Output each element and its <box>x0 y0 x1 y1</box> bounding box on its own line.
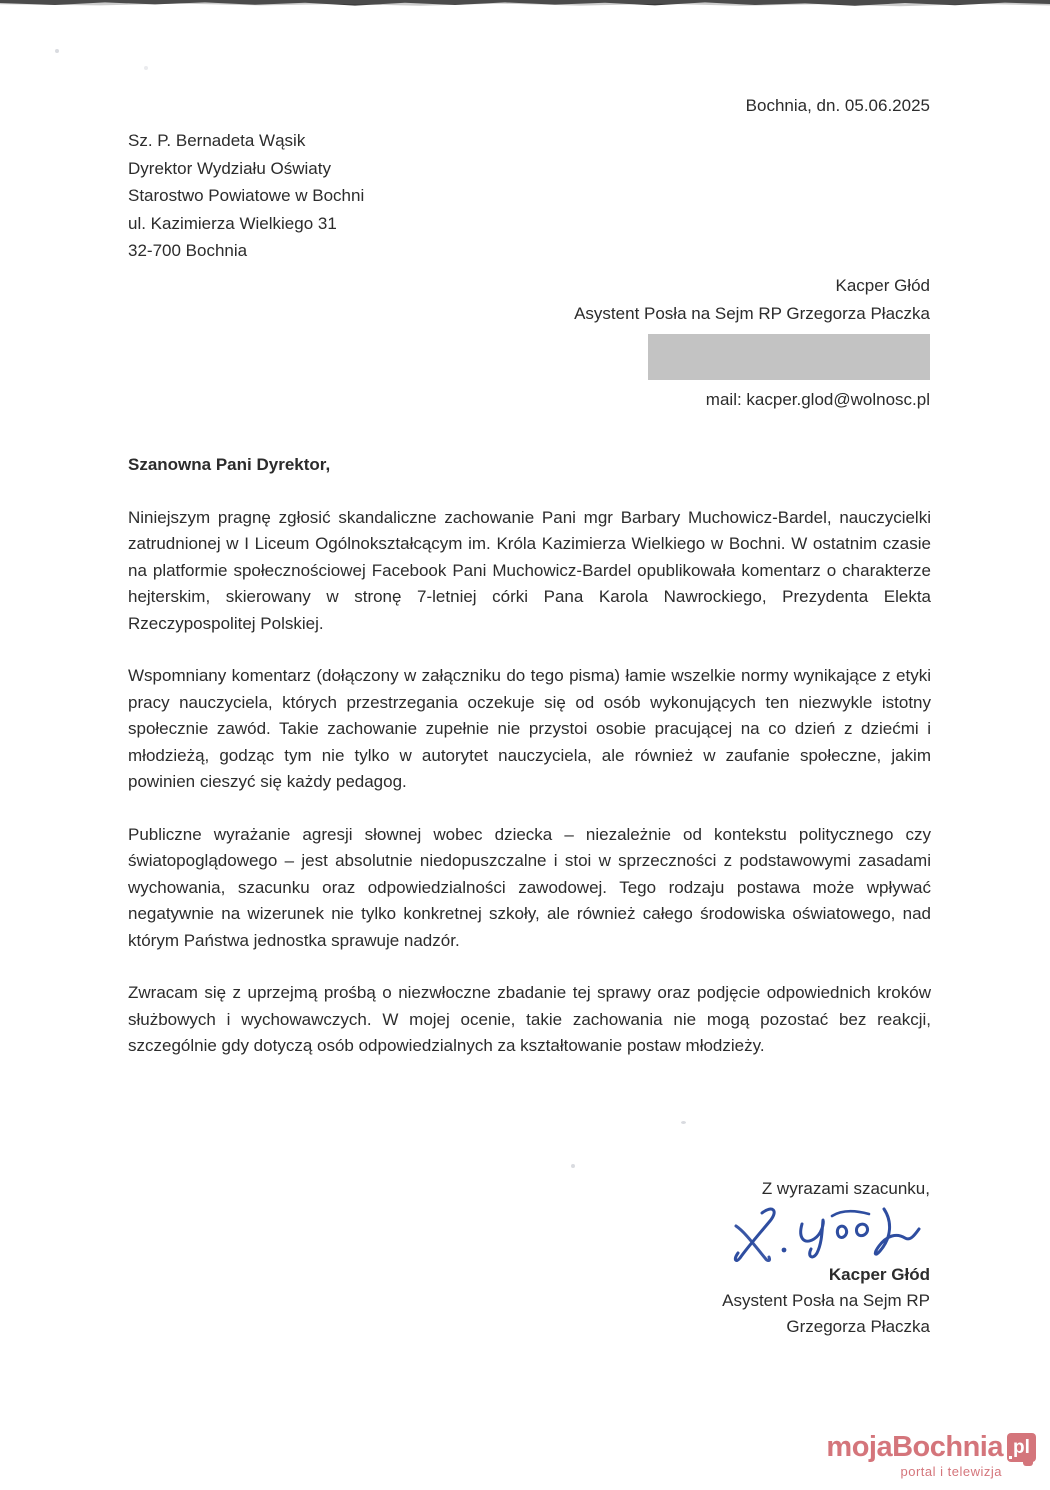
letter-date: Bochnia, dn. 05.06.2025 <box>745 96 930 115</box>
recipient-line: Starostwo Powiatowe w Bochni <box>128 186 365 205</box>
sender-block <box>574 272 930 414</box>
watermark-tld-text: pl <box>1013 1437 1030 1458</box>
closing-phrase: Z wyrazami szacunku, <box>761 1179 930 1198</box>
scan-speck <box>144 66 148 70</box>
recipient-line: 32-700 Bochnia <box>128 241 248 260</box>
handwritten-signature <box>724 1204 940 1266</box>
recipient-line: ul. Kazimierza Wielkiego 31 <box>128 213 337 233</box>
watermark-tagline: portal i telewizja <box>900 1464 1002 1479</box>
signatory-title-line: Grzegorza Płaczka <box>786 1317 930 1336</box>
signatory-title-line: Asystent Posła na Sejm RP <box>722 1291 930 1310</box>
body-paragraph: Niniejszym pragnę zgłosić skandaliczne zachowanie Pani mgr Barbary Muchowicz-Bardel, nauczycielki zatrudnionej w I Liceum Ogólnokształcącym im. Króla Kazimierza Wielkiego w Bochni. W ostatnim czasie na platformie społecznościowej Facebook Pani Muchowicz-Bardel opublikowała komentarz o charakterze hejterskim, skierowany w stronę 7-letniej córki Pana Karola Nawrockiego, Prezydenta Elekta Rzeczypospolitej Polskiej. <box>128 507 931 633</box>
salutation: Szanowna Pani Dyrektor, <box>128 455 331 474</box>
body-paragraph: Zwracam się z uprzejmą prośbą o niezwłoczne zbadanie tej sprawy oraz podjęcie odpowiednich kroków służbowych i wychowawczych. W mojej ocenie, takie zachowania nie mogą pozostać bez reakcji, szczególnie gdy dotyczą osób odpowiedzialnych za kształtowanie postaw młodzieży. <box>128 983 931 1055</box>
closing-block <box>722 1176 930 1340</box>
sender-email: mail: kacper.glod@wolnosc.pl <box>705 390 930 409</box>
body-paragraph: Publiczne wyrażanie agresji słownej wobec dziecka – niezależnie od kontekstu politycznego czy światopoglądowego – jest absolutnie niedopuszczalne i stoi w sprzeczności z podstawowymi zasadami wychowania, szacunku oraz odpowiedzialności zawodowej. Tego rodzaju postawa może wpływać negatywnie na wizerunek nie tylko konkretnej szkoły, ale również całego środowiska oświatowego, nad którym Państwa jednostka sprawuje nadzór. <box>128 824 931 950</box>
letter-body <box>128 452 931 1086</box>
sender-name: Kacper Głód <box>835 276 930 295</box>
signatory-name: Kacper Głód <box>828 1265 930 1284</box>
body-paragraph: Wspomniany komentarz (dołączony w załączniku do tego pisma) łamie wszelkie normy wynikające z etyki pracy nauczyciela, których przestrzegania oczekuje się od osób wykonujących ten niezwykle istotny społecznie zawód. Takie zachowanie zupełnie nie przystoi osobie pracującej na co dzień z dziećmi i młodzieżą, godząc tym nie tylko w autorytet nauczyciela, ale również w zaufanie społeczne, jakim powinien cieszyć się każdy pedagog. <box>128 666 931 791</box>
scan-speck <box>681 1121 686 1124</box>
watermark-logo <box>826 1433 1036 1478</box>
scan-speck <box>55 49 59 53</box>
watermark-brand-text: mojaBochnia <box>826 1431 1003 1463</box>
sender-title: Asystent Posła na Sejm RP Grzegorza Płaczka <box>574 304 930 323</box>
recipient-address-block <box>128 127 364 265</box>
redaction-box <box>648 334 930 380</box>
recipient-line: Dyrektor Wydziału Oświaty <box>128 158 331 178</box>
watermark-row <box>826 1433 1036 1462</box>
scan-speck <box>571 1164 575 1168</box>
watermark-pl-block <box>1007 1433 1036 1462</box>
recipient-line: Sz. P. Bernadeta Wąsik <box>128 131 306 150</box>
scan-edge-artifact <box>0 0 1050 8</box>
